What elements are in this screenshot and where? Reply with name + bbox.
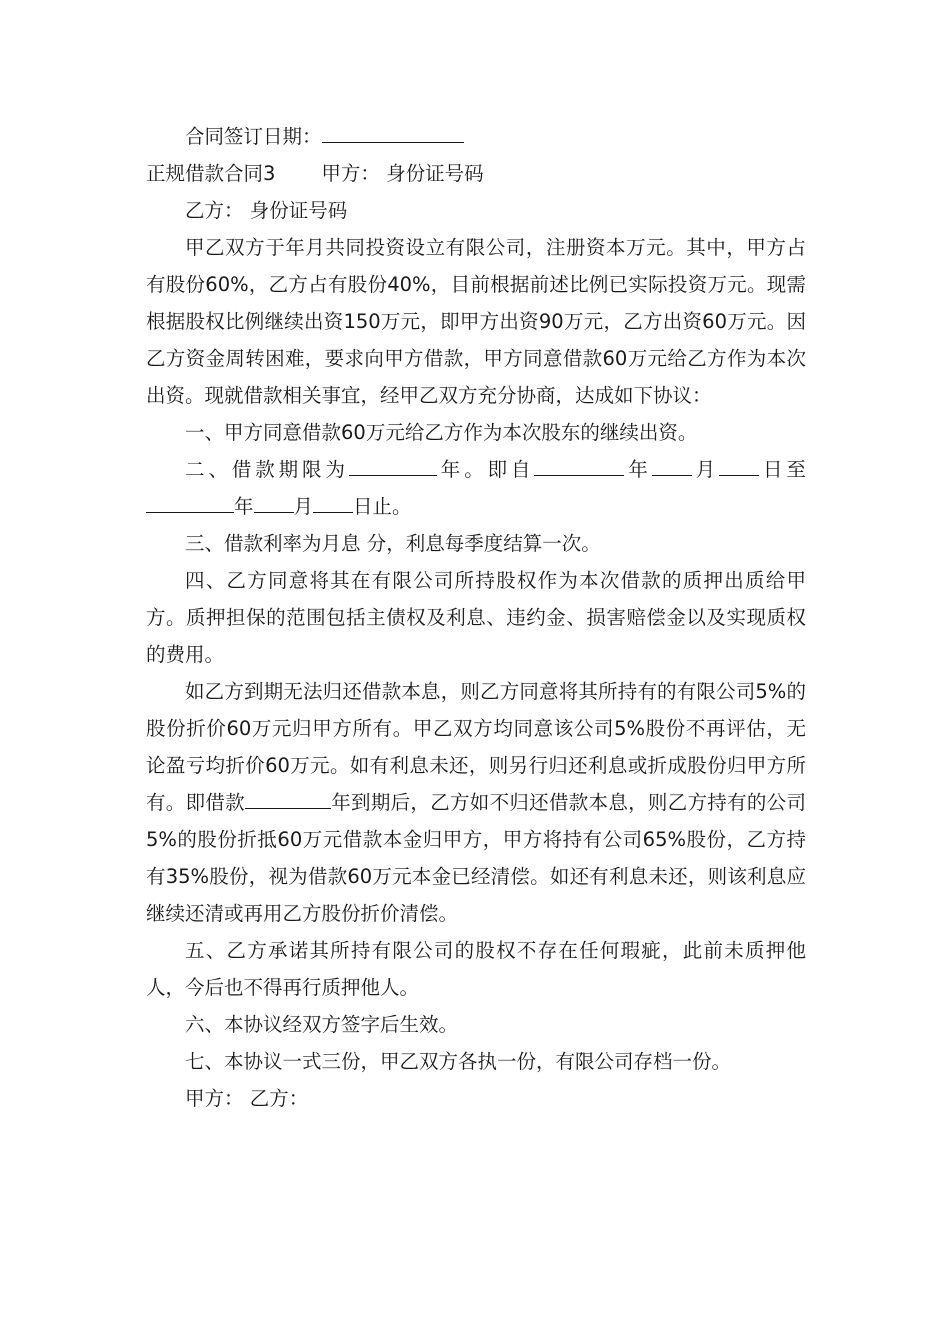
loan-term-blank xyxy=(245,788,331,809)
intro-paragraph: 甲乙双方于年月共同投资设立有限公司，注册资本万元。其中，甲方占有股份60%，乙方占有股份40%，目前根据前述比例已实际投资万元。现需根据股权比例继续出资150万元，即甲方出资90万元，乙方出资60万元。因乙方资金周转困难，要求向甲方借款，甲方同意借款60万元给乙方作为本次出资。现就借款相关事宜，经甲乙双方充分协商，达成如下协议： xyxy=(146,236,806,407)
start-year-blank xyxy=(534,455,624,476)
contract-page xyxy=(146,118,806,1117)
clause-4-default xyxy=(146,673,806,932)
clause-6: 六、本协议经双方签字后生效。 xyxy=(185,1013,459,1036)
clause-2-text-b: 年。即自 xyxy=(436,458,535,481)
clause-4: 四、乙方同意将其在有限公司所持股权作为本次借款的质押出质给甲方。质押担保的范围包括主债权及利息、违约金、损害赔偿金以及实现质权的费用。 xyxy=(146,569,806,666)
clause-7: 七、本协议一式三份，甲乙双方各执一份，有限公司存档一份。 xyxy=(185,1050,732,1073)
party-a-header: 甲方： 身份证号码 xyxy=(321,162,484,185)
end-month-blank xyxy=(254,492,294,513)
end-year-blank xyxy=(146,492,234,513)
party-b-header: 乙方： 身份证号码 xyxy=(185,199,348,222)
clause-5: 五、乙方承诺其所持有限公司的股权不存在任何瑕疵，此前未质押他人，今后也不得再行质押他人。 xyxy=(146,939,806,999)
clause-2-text-g: 月 xyxy=(293,495,314,518)
clause-1: 一、甲方同意借款60万元给乙方作为本次股东的继续出资。 xyxy=(185,421,698,444)
start-month-blank xyxy=(652,455,692,476)
clause-2-text-h: 日止。 xyxy=(353,495,412,518)
end-day-blank xyxy=(313,492,353,513)
clause-4-default-text-b: 年到期后，乙方如不归还借款本息，则乙方持有的公司5%的股份折抵60万元借款本金归甲方，甲方将持有公司65%股份，乙方持有35%股份，视为借款60万元本金已经清偿。如还有利息未还，则该利息应继续还清或再用乙方股份折价清偿。 xyxy=(146,791,806,925)
contract-title: 正规借款合同3 xyxy=(146,162,276,185)
start-day-blank xyxy=(719,455,759,476)
clause-2-text-d: 月 xyxy=(691,458,720,481)
clause-4-default-text-a: 如乙方到期无法归还借款本息，则乙方同意将其所持有的有限公司5%的股份折价60万元归甲方所有。甲乙双方均同意该公司5%股份不再评估，无论盈亏均折价60万元。如有利息未还，则另行归还利息或折成股份归甲方所有。即借款 xyxy=(146,680,806,814)
signing-date-line xyxy=(146,118,806,155)
clause-2-text-c: 年 xyxy=(624,458,652,481)
signing-date-label: 合同签订日期： xyxy=(185,125,322,148)
clause-3: 三、借款利率为月息 分，利息每季度结算一次。 xyxy=(185,532,601,555)
term-years-blank xyxy=(349,455,437,476)
signing-date-blank xyxy=(322,122,464,143)
clause-2-text-e: 日至 xyxy=(759,458,806,481)
signature-line: 甲方： 乙方： xyxy=(185,1087,309,1110)
title-line xyxy=(146,155,806,192)
clause-2-text-a: 二、借款期限为 xyxy=(185,458,349,481)
clause-2-text-f: 年 xyxy=(234,495,254,518)
clause-2 xyxy=(146,451,806,525)
